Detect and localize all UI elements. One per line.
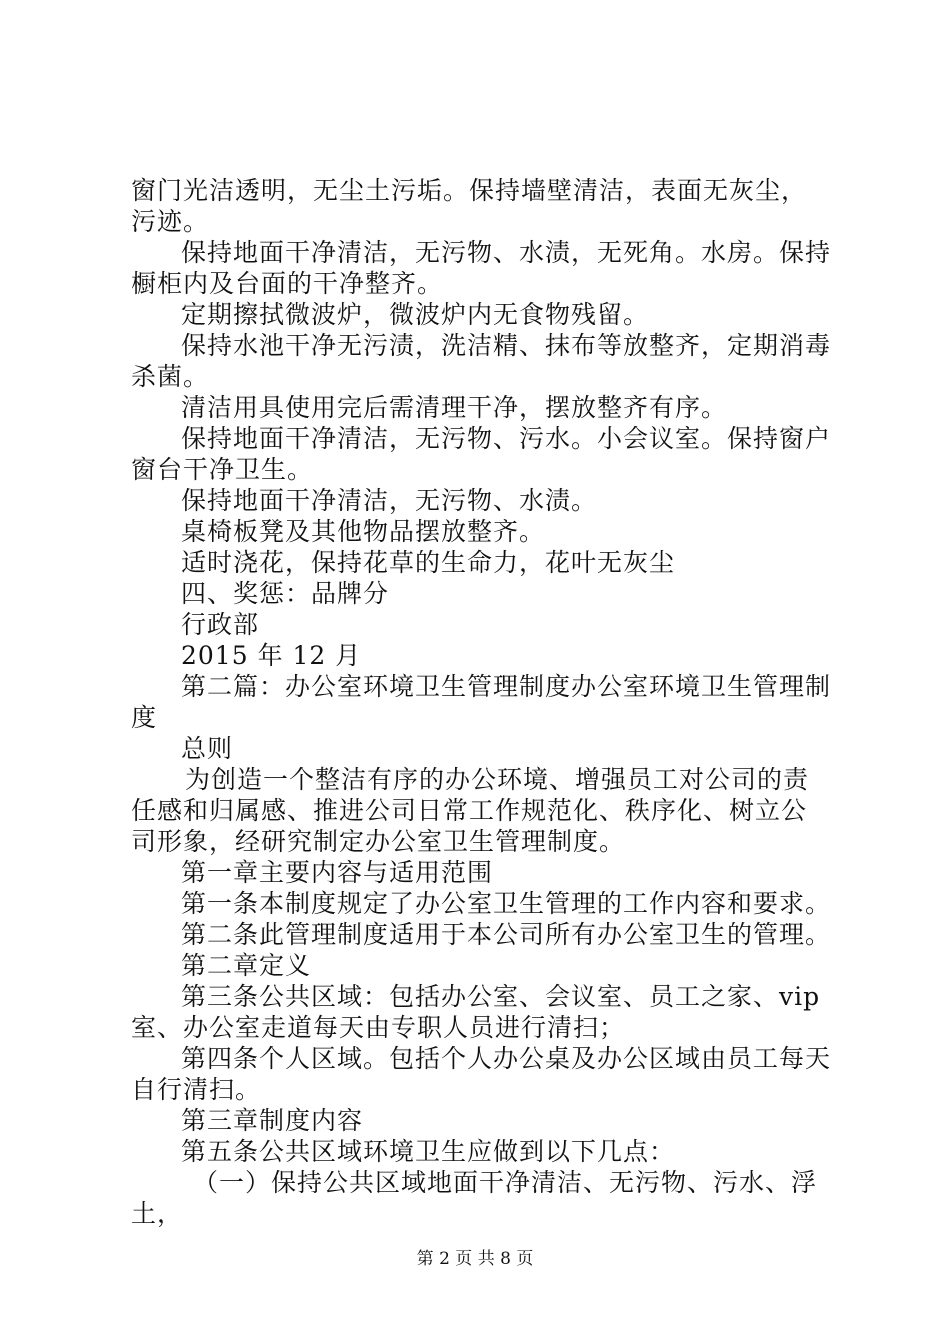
paragraph: 窗门光洁透明，无尘土污垢。保持墙壁清洁，表面无灰尘，污迹。 — [131, 176, 808, 236]
paragraph: 第四条个人区域。包括个人办公桌及办公区域由员工每天自行清扫。 — [131, 1044, 832, 1104]
chapter-heading: 第三章制度内容 — [181, 1106, 364, 1135]
paragraph: 桌椅板凳及其他物品摆放整齐。 — [181, 517, 546, 546]
paragraph: 为创造一个整洁有序的办公环境、增强员工对公司的责任感和归属感、推进公司日常工作规范化、秩序化、树立公司形象，经研究制定办公室卫生管理制度。 — [131, 765, 810, 856]
chapter-heading: 第二章定义 — [181, 951, 312, 980]
paragraph: 第二条此管理制度适用于本公司所有办公室卫生的管理。 — [181, 920, 832, 949]
section-heading: 四、奖惩：品牌分 — [181, 579, 390, 608]
paragraph: 保持地面干净清洁，无污物、污水。小会议室。保持窗户窗台干净卫生。 — [131, 424, 832, 484]
date-line: 2015 年 12 月 — [181, 641, 362, 670]
paragraph: 保持地面干净清洁，无污物、水渍，无死角。水房。保持橱柜内及台面的干净整齐。 — [131, 238, 832, 298]
page-footer: 第 2 页 共 8 页 — [416, 1249, 534, 1269]
paragraph: 第一条本制度规定了办公室卫生管理的工作内容和要求。 — [181, 889, 832, 918]
chapter-heading: 第一章主要内容与适用范围 — [181, 858, 494, 887]
paragraph: 清洁用具使用完后需清理干净，摆放整齐有序。 — [181, 393, 728, 422]
paragraph: 第五条公共区域环境卫生应做到以下几点： — [181, 1137, 676, 1166]
paragraph: 保持水池干净无污渍，洗洁精、抹布等放整齐，定期消毒杀菌。 — [131, 331, 832, 391]
paragraph: 适时浇花，保持花草的生命力，花叶无灰尘 — [181, 548, 676, 577]
paragraph: 保持地面干净清洁，无污物、水渍。 — [181, 486, 598, 515]
department-signature: 行政部 — [181, 610, 260, 639]
document-body — [131, 175, 831, 1229]
paragraph: 第三条公共区域：包括办公室、会议室、员工之家、vip室、办公室走道每天由专职人员进行清扫； — [131, 982, 821, 1042]
article-title: 第二篇：办公室环境卫生管理制度办公室环境卫生管理制度 — [131, 672, 832, 732]
paragraph: 定期擦拭微波炉，微波炉内无食物残留。 — [181, 300, 650, 329]
paragraph: （一）保持公共区域地面干净清洁、无污物、污水、浮土， — [131, 1168, 818, 1228]
section-heading: 总则 — [181, 734, 234, 763]
